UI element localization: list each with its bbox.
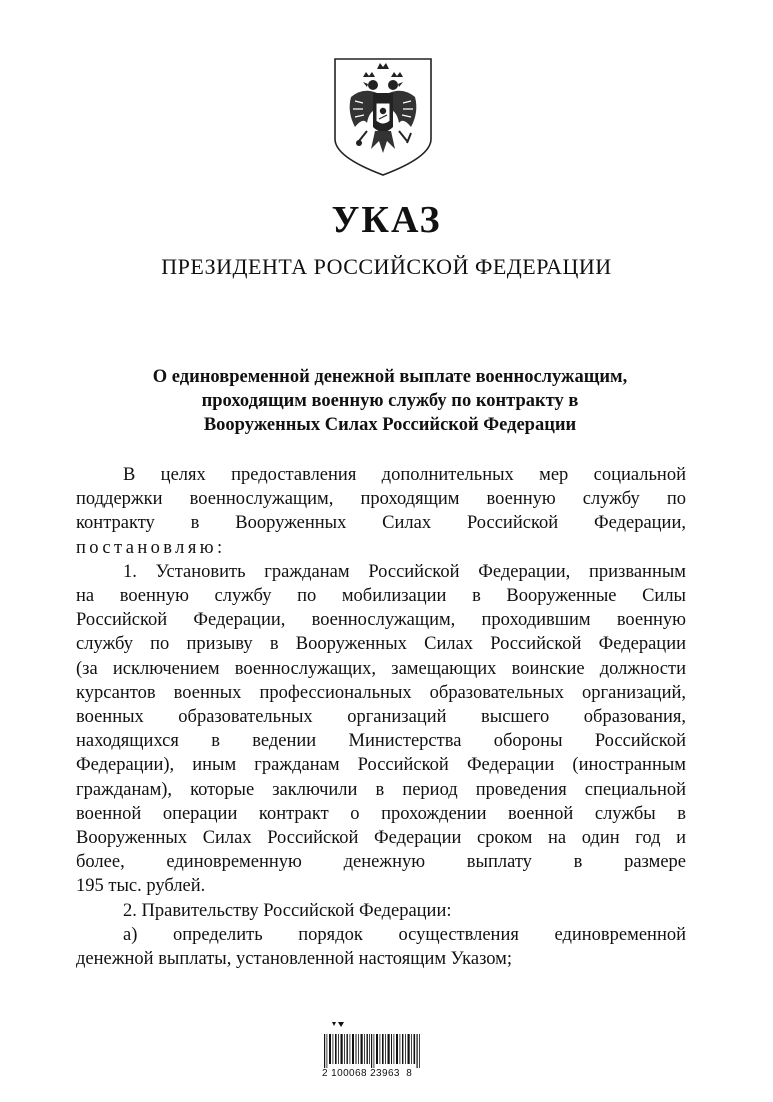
text-line: 2. Правительству Российской Федерации: (123, 900, 452, 921)
decree-body (76, 463, 686, 971)
text-line: военной операции контракт о прохождении военной службы в (76, 803, 686, 824)
heading-line: О единовременной денежной выплате военнослужащим, (152, 367, 628, 387)
text-line: денежной выплаты, установленной настоящим Указом; (76, 949, 513, 970)
text-line: более, единовременную денежную выплату в размере (76, 852, 686, 873)
text-line: Вооруженных Силах Российской Федерации сроком на один год и (76, 828, 686, 849)
barcode-number: 2 100068 23963 8 (322, 1068, 413, 1079)
coat-of-arms-emblem (333, 57, 433, 177)
text-line: курсантов военных профессиональных образовательных организаций, (76, 682, 686, 703)
text-line: Федерации), иным гражданам Российской Федерации (иностранным (76, 755, 686, 776)
decree-heading (90, 365, 690, 437)
document-title: УКАЗ (331, 199, 442, 241)
text-line: а) определить порядок осуществления единовременной (123, 924, 686, 945)
heading-line: Вооруженных Силах Российской Федерации (203, 415, 577, 435)
text-line: (за исключением военнослужащих, замещающих воинские должности (76, 658, 686, 679)
document-subtitle: ПРЕЗИДЕНТА РОССИЙСКОЙ ФЕДЕРАЦИИ (161, 254, 612, 279)
text-line: гражданам), которые заключили в период проведения специальной (76, 779, 686, 800)
text-line: 1. Установить гражданам Российской Федерации, призванным (123, 561, 686, 582)
text-line: контракту в Вооруженных Силах Российской Федерации, (76, 513, 686, 534)
heading-line: проходящим военную службу по контракту в (201, 391, 579, 411)
text-line: Российской Федерации, военнослужащим, проходившим военную (76, 610, 686, 631)
decree-word: постановляю: (76, 537, 226, 558)
text-line: на военную службу по мобилизации в Вооруженные Силы (76, 586, 686, 607)
text-line: находящихся в ведении Министерства обороны Российской (76, 731, 686, 752)
text-line: военных образовательных организаций высшего образования, (76, 707, 686, 728)
text-line: поддержки военнослужащим, проходящим военную службу по (76, 489, 686, 510)
text-line: 195 тыс. рублей. (76, 876, 206, 897)
text-line: В целях предоставления дополнительных мер социальной (123, 465, 686, 485)
text-line: службу по призыву в Вооруженных Силах Российской Федерации (76, 634, 686, 655)
